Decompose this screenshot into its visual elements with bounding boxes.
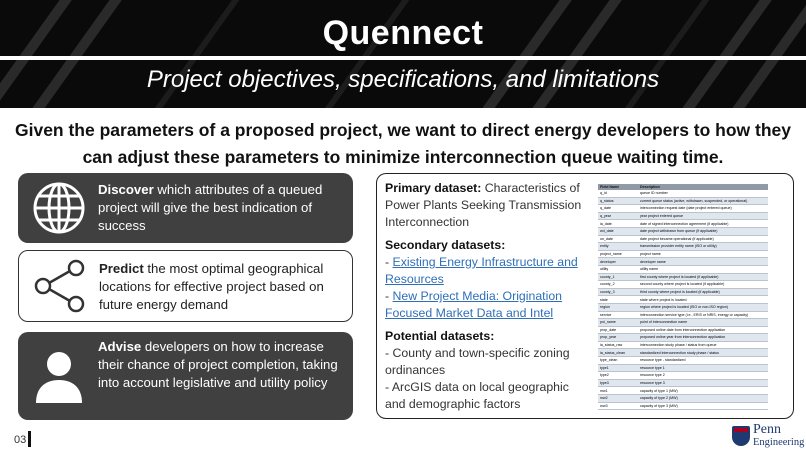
field-description-cell: capacity of type 2 (MW)	[638, 395, 768, 403]
existing-energy-infrastructure-link[interactable]: Existing Energy Infrastructure and Resources	[385, 255, 578, 286]
table-row	[598, 265, 768, 273]
field-description-cell: developer name	[638, 258, 768, 266]
table-row	[598, 334, 768, 342]
field-definitions-table	[598, 184, 768, 410]
field-description-cell: interconnection request date (date project entered queue)	[638, 205, 768, 213]
field-name-cell: wd_date	[598, 227, 638, 235]
table-row	[598, 311, 768, 319]
field-description-cell: resource type 3	[638, 379, 768, 387]
page-subtitle: Project objectives, specifications, and limitations	[146, 66, 660, 93]
field-name-cell: region	[598, 303, 638, 311]
field-name-cell: mw1	[598, 387, 638, 395]
field-description-cell: interconnection service type (i.e., ERIS or NRIS, energy or capacity)	[638, 311, 768, 319]
table-row	[598, 296, 768, 304]
field-description-cell: third county where project is located (if applicable)	[638, 288, 768, 296]
table-row	[598, 387, 768, 395]
globe-icon	[30, 179, 88, 237]
table-row	[598, 281, 768, 289]
list-dash: -	[385, 255, 393, 269]
field-name-cell: ia_status_clean	[598, 349, 638, 357]
field-description-cell: standardized interconnection study phase / status	[638, 349, 768, 357]
datasets-text	[385, 180, 591, 413]
advise-text	[98, 338, 346, 392]
field-description-cell: current queue status (active, withdrawn, suspended, or operational)	[638, 197, 768, 205]
field-name-cell: project_name	[598, 250, 638, 258]
table-row	[598, 235, 768, 243]
discover-description: which attributes of a queued project will give the best indication of success	[98, 182, 323, 233]
objective-statement: Given the parameters of a proposed project, we want to direct energy developers to how they can adjust these parameters to minimize interconnection queue waiting time.	[14, 120, 791, 167]
secondary-datasets-label: Secondary datasets:	[385, 238, 506, 252]
table-row	[598, 205, 768, 213]
field-name-cell: prop_date	[598, 326, 638, 334]
field-description-cell: resource type - standardized	[638, 357, 768, 365]
table-row	[598, 243, 768, 251]
field-description-cell: proposed online year from interconnection application	[638, 334, 768, 342]
discover-card	[18, 173, 353, 243]
field-description-cell: capacity of type 3 (MW)	[638, 402, 768, 410]
table-row	[598, 402, 768, 410]
field-name-cell: type1	[598, 364, 638, 372]
potential-datasets-label: Potential datasets:	[385, 329, 495, 343]
predict-card	[18, 250, 353, 322]
table-row	[598, 319, 768, 327]
advise-keyword: Advise	[98, 339, 142, 354]
field-description-cell: capacity of type 1 (MW)	[638, 387, 768, 395]
field-description-cell: date of signed interconnection agreement (if applicable)	[638, 220, 768, 228]
predict-text	[99, 260, 347, 314]
field-name-cell: q_status	[598, 197, 638, 205]
field-name-cell: q_year	[598, 212, 638, 220]
field-description-cell: second county where project is located (if applicable)	[638, 281, 768, 289]
field-name-cell: ia_date	[598, 220, 638, 228]
advise-description: developers on how to increase their chance of project completion, taking into account legislative and utility policy	[98, 339, 338, 390]
table-row	[598, 372, 768, 380]
discover-text	[98, 181, 346, 235]
field-name-cell: type_clean	[598, 357, 638, 365]
field-name-cell: utility	[598, 265, 638, 273]
field-name-cell: q_id	[598, 190, 638, 197]
field-description-cell: region where project is located (ISO or non-ISO region)	[638, 303, 768, 311]
field-name-cell: mw2	[598, 395, 638, 403]
logo-line-2: Engineering	[753, 437, 805, 448]
penn-engineering-logo	[730, 418, 804, 452]
table-row	[598, 212, 768, 220]
table-row	[598, 250, 768, 258]
field-description-cell: resource type 1	[638, 364, 768, 372]
table-row	[598, 190, 768, 197]
user-icon	[30, 347, 88, 405]
advise-card	[18, 332, 353, 420]
table-row	[598, 227, 768, 235]
table-row	[598, 288, 768, 296]
primary-dataset	[385, 180, 591, 231]
field-description-cell: proposed online date from interconnection application	[638, 326, 768, 334]
potential-dataset-item: - County and town-specific zoning ordinances	[385, 346, 570, 377]
table-row	[598, 326, 768, 334]
datasets-panel	[376, 173, 794, 419]
table-row	[598, 349, 768, 357]
field-name-cell: type3	[598, 379, 638, 387]
field-name-cell: on_date	[598, 235, 638, 243]
field-description-cell: utility name	[638, 265, 768, 273]
field-name-cell: type2	[598, 372, 638, 380]
new-project-media-link[interactable]: New Project Media: Origination Focused Market Data and Intel	[385, 289, 563, 320]
field-description-cell: date project withdrawn from queue (if applicable)	[638, 227, 768, 235]
field-description-cell: project name	[638, 250, 768, 258]
table-row	[598, 273, 768, 281]
field-description-cell: year project entered queue	[638, 212, 768, 220]
page-number-divider	[28, 431, 31, 447]
field-name-cell: mw3	[598, 402, 638, 410]
field-name-cell: entity	[598, 243, 638, 251]
field-name-cell: county_3	[598, 288, 638, 296]
field-name-cell: county_1	[598, 273, 638, 281]
field-description-cell: transmission provider entity name (ISO or utility)	[638, 243, 768, 251]
page-title: Quennect	[322, 14, 484, 52]
logo-line-1: Penn	[753, 422, 781, 437]
field-name-cell: prop_year	[598, 334, 638, 342]
field-description-cell: state where project is located	[638, 296, 768, 304]
primary-dataset-label: Primary dataset:	[385, 181, 482, 195]
field-name-cell: poi_name	[598, 319, 638, 327]
table-row	[598, 395, 768, 403]
predict-keyword: Predict	[99, 261, 144, 276]
secondary-dataset-item	[385, 288, 591, 322]
list-dash: -	[385, 289, 393, 303]
table-row	[598, 357, 768, 365]
table-row	[598, 197, 768, 205]
discover-keyword: Discover	[98, 182, 154, 197]
title-banner	[0, 0, 806, 108]
table-row	[598, 220, 768, 228]
field-description-cell: interconnection study phase / status from queue	[638, 341, 768, 349]
field-description-cell: date project became operational (if applicable)	[638, 235, 768, 243]
predict-description: the most optimal geographical locations for effective project based on future energy demand	[99, 261, 324, 312]
column-header: Description	[638, 184, 768, 190]
field-description-cell: point of interconnection name	[638, 319, 768, 327]
share-nodes-icon	[31, 257, 89, 315]
potential-dataset-item: - ArcGIS data on local geographic and demographic factors	[385, 380, 569, 411]
secondary-dataset-item	[385, 254, 591, 288]
column-header: Field Name	[598, 184, 638, 190]
field-name-cell: service	[598, 311, 638, 319]
table-row	[598, 379, 768, 387]
penn-shield-icon	[732, 426, 750, 446]
field-description-cell: queue ID number	[638, 190, 768, 197]
table-row	[598, 364, 768, 372]
field-name-cell: developer	[598, 258, 638, 266]
primary-dataset-text: Characteristics of Power Plants Seeking Transmission Interconnection	[385, 181, 582, 229]
table-row	[598, 303, 768, 311]
field-name-cell: q_date	[598, 205, 638, 213]
page-number: 03	[14, 434, 27, 446]
table-row	[598, 341, 768, 349]
field-name-cell: ia_status_raw	[598, 341, 638, 349]
table-body	[598, 190, 768, 410]
field-description-cell: resource type 2	[638, 372, 768, 380]
field-name-cell: county_2	[598, 281, 638, 289]
field-description-cell: first county where project is located (if applicable)	[638, 273, 768, 281]
table-row	[598, 258, 768, 266]
title-divider	[0, 56, 806, 60]
field-name-cell: state	[598, 296, 638, 304]
